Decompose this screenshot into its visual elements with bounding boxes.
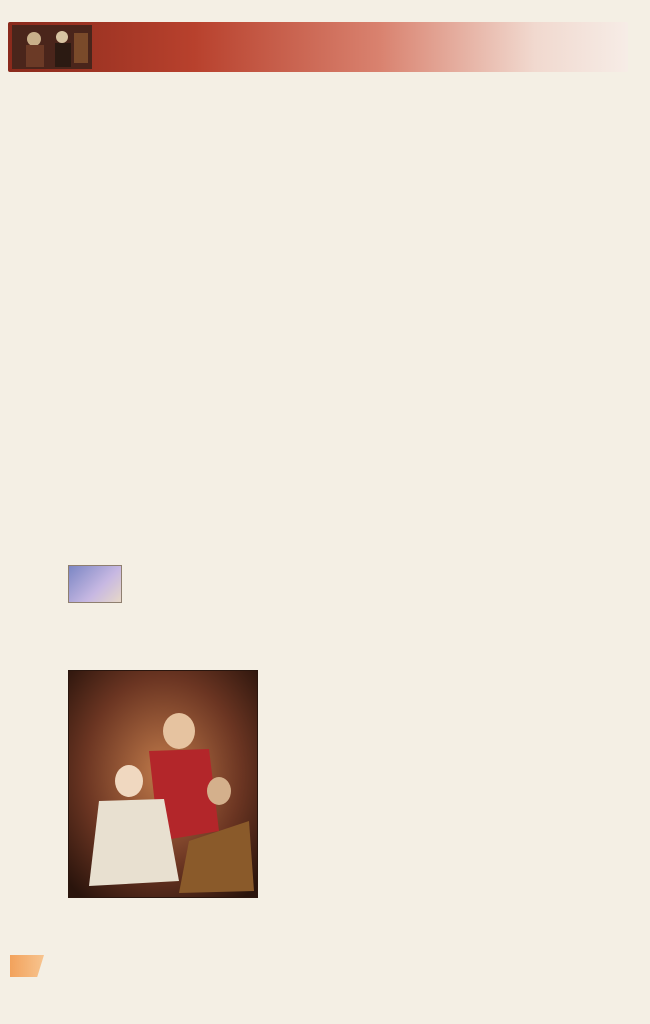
question-box xyxy=(68,563,596,607)
page-number-flag xyxy=(10,955,44,977)
chapter-header-banner xyxy=(8,22,628,72)
book-icon xyxy=(68,565,122,603)
painting-image xyxy=(68,670,258,898)
header-illustration xyxy=(12,25,92,69)
